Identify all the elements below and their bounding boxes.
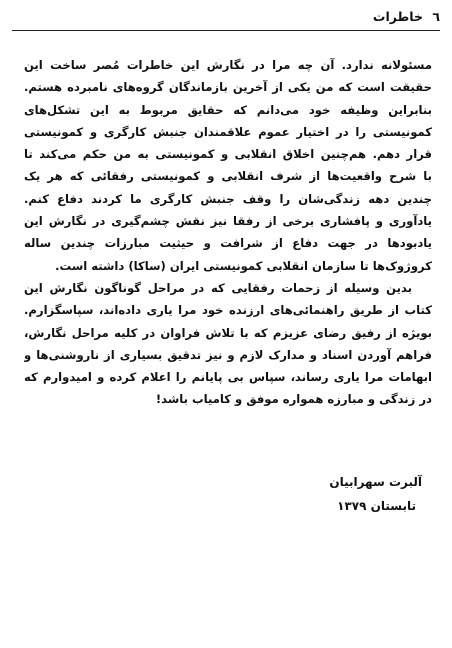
running-title: خاطرات	[372, 9, 423, 24]
text-line: بدین وسیله از زحمات رفقایی که در مراحل گوناگون نگارش این	[24, 280, 412, 295]
header-rule	[12, 30, 440, 31]
text-line: ابهامات مرا یاری رساند، سپاس بی پایانم را اعلام کرده و امیدوارم که	[24, 370, 432, 385]
text-line: قرار دهم. هم‌چنین اخلاق انقلابی و کمونیستی به من حکم می‌کند تا	[24, 147, 432, 162]
text-line: بنابراین وظیفه خود می‌دانم که حقایق مربوط به این تشکل‌های	[24, 102, 432, 117]
text-line: کتاب از طریق راهنمائی‌های ارزنده خود مرا یاری داده‌اند، سپاسگزارم.	[24, 303, 432, 318]
signature-date: تابستان ۱۳۷۹	[337, 499, 416, 513]
text-line: چندین دهه زندگی‌شان را وقف جنبش کارگری ما کردند دفاع کنم.	[24, 191, 432, 206]
running-header	[373, 9, 440, 24]
text-line: حقیقت است که من یکی از آخرین بازماندگان گروه‌های نامبرده هستم.	[24, 80, 432, 95]
text-line: با شرح واقعیت‌ها از شرف انقلابی و کمونیستی رفقائی که هر یک	[24, 169, 432, 184]
text-line: یادبودها در جهت دفاع از شرافت و حیثیت مبارزات چندین ساله	[24, 236, 432, 251]
signature-block	[329, 470, 422, 518]
text-line: کروژوک‌ها تا سازمان انقلابی کمونیستی ایران (ساکا) داشته است.	[55, 258, 432, 273]
text-line: فراهم آوردن اسناد و مدارک لازم و نیز تدقیق بسیاری از ناروشنی‌ها و	[24, 347, 432, 362]
page-number: ٦	[432, 9, 440, 24]
text-line: مسئولانه ندارد. آن چه مرا در نگارش این خاطرات مُصر ساخت این	[24, 58, 432, 72]
author-name: آلبرت سهرابیان	[329, 475, 422, 489]
body-text	[24, 54, 432, 411]
text-line: بویژه از رفیق رضای عزیزم که با تلاش فراوان در کلیه مراحل نگارش،	[24, 325, 432, 340]
text-line: یادآوری و پافشاری برخی از رفقا نیز نقش چشم‌گیری در نگارش این	[24, 214, 432, 229]
text-line: کمونیستی را در اختیار عموم علاقمندان جنبش کارگری و کمونیستی	[24, 124, 432, 139]
text-line: در زندگی و مبارزه همواره موفق و کامیاب باشد!	[155, 392, 432, 407]
